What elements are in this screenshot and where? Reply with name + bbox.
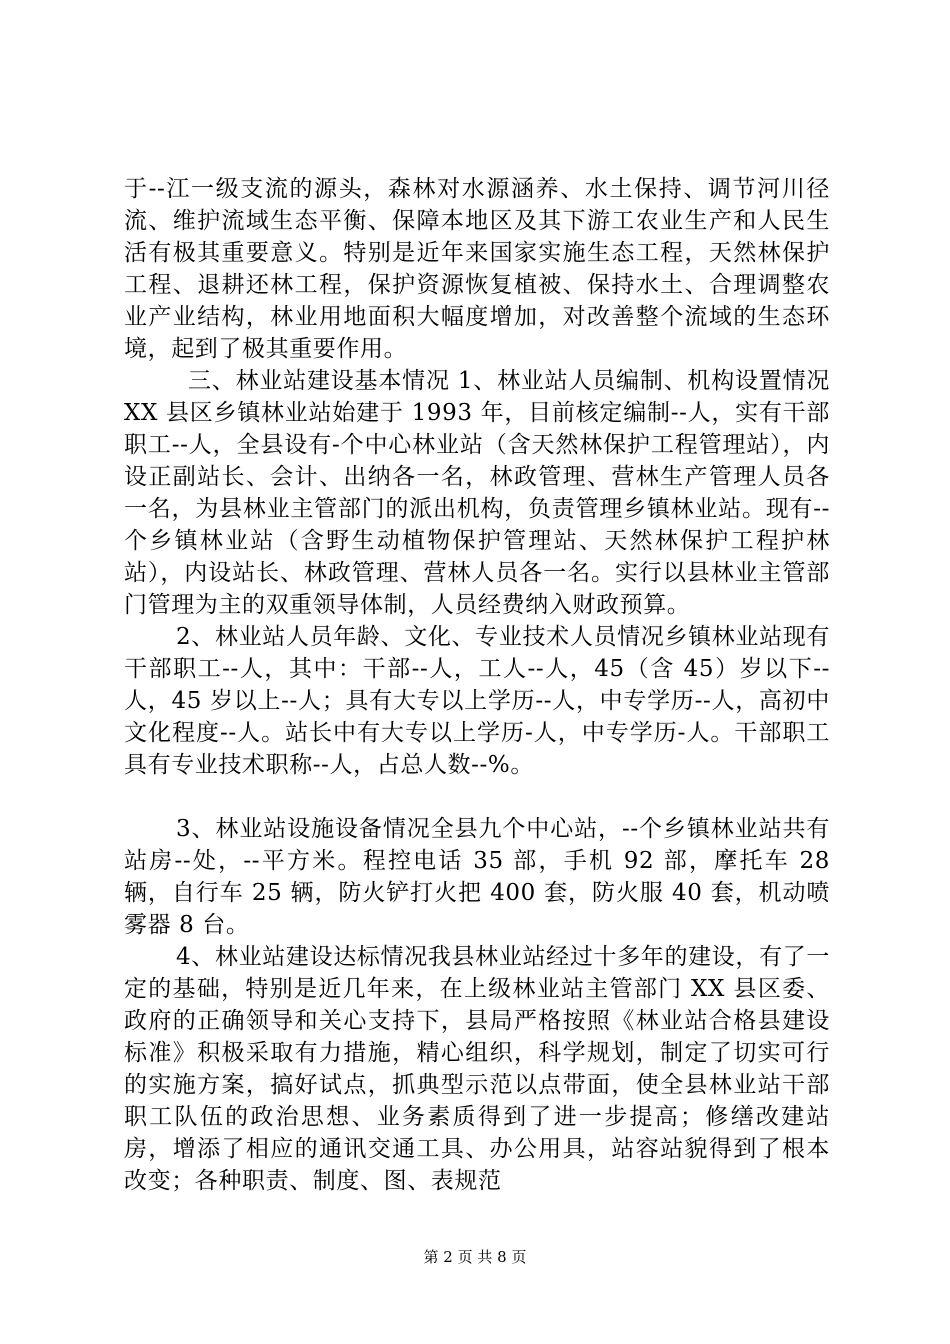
page-number-footer: 第 2 页 共 8 页 (423, 1248, 527, 1266)
document-body (124, 173, 830, 1197)
paragraph-5: 4、林业站建设达标情况我县林业站经过十多年的建设，有了一定的基础，特别是近几年来，在上级林业站主管部门 XX 县区委、政府的正确领导和关心支持下，县局严格按照《林业站合格县建设标准》积极采取有力措施，精心组织，科学规划，制定了切实可行的实施方案，搞好试点，抓典型示范以点带面，使全县林业站干部职工队伍的政治思想、业务素质得到了进一步提高；修缮改建站房，增添了相应的通讯交通工具、办公用具，站容站貌得到了根本改变；各种职责、制度、图、表规范 (124, 944, 830, 1194)
paragraph-4: 3、林业站设施设备情况全县九个中心站，--个乡镇林业站共有站房--处，--平方米。程控电话 35 部，手机 92 部，摩托车 28 辆，自行车 25 辆，防火铲打火把 400 套，防火服 40 套，机动喷雾器 8 台。 (124, 816, 830, 938)
paragraph-3: 2、林业站人员年龄、文化、专业技术人员情况乡镇林业站现有干部职工--人，其中：干部--人，工人--人，45（含 45）岁以下--人，45 岁以上--人；具有大专以上学历--人，中专学历--人，高初中文化程度--人。站长中有大专以上学历-人，中专学历-人。干部职工具有专业技术职称--人，占总人数--%。 (124, 624, 830, 778)
paragraph-1: 于--江一级支流的源头，森林对水源涵养、水土保持、调节河川径流、维护流域生态平衡、保障本地区及其下游工农业生产和人民生活有极其重要意义。特别是近年来国家实施生态工程，天然林保护工程、退耕还林工程，保护资源恢复植被、保持水土、合理调整农业产业结构，林业用地面积大幅度增加，对改善整个流域的生态环境，起到了极其重要作用。 (124, 176, 830, 362)
paragraph-2: 三、林业站建设基本情况 1、林业站人员编制、机构设置情况 XX 县区乡镇林业站始建于 1993 年，目前核定编制--人，实有干部职工--人，全县设有-个中心林业站（含天然林保护工程管理站），内设正副站长、会计、出纳各一名，林政管理、营林生产管理人员各一名，为县林业主管部门的派出机构，负责管理乡镇林业站。现有--个乡镇林业站（含野生动植物保护管理站、天然林保护工程护林站），内设站长、林政管理、营林人员各一名。实行以县林业主管部门管理为主的双重领导体制，人员经费纳入财政预算。 (124, 368, 830, 618)
